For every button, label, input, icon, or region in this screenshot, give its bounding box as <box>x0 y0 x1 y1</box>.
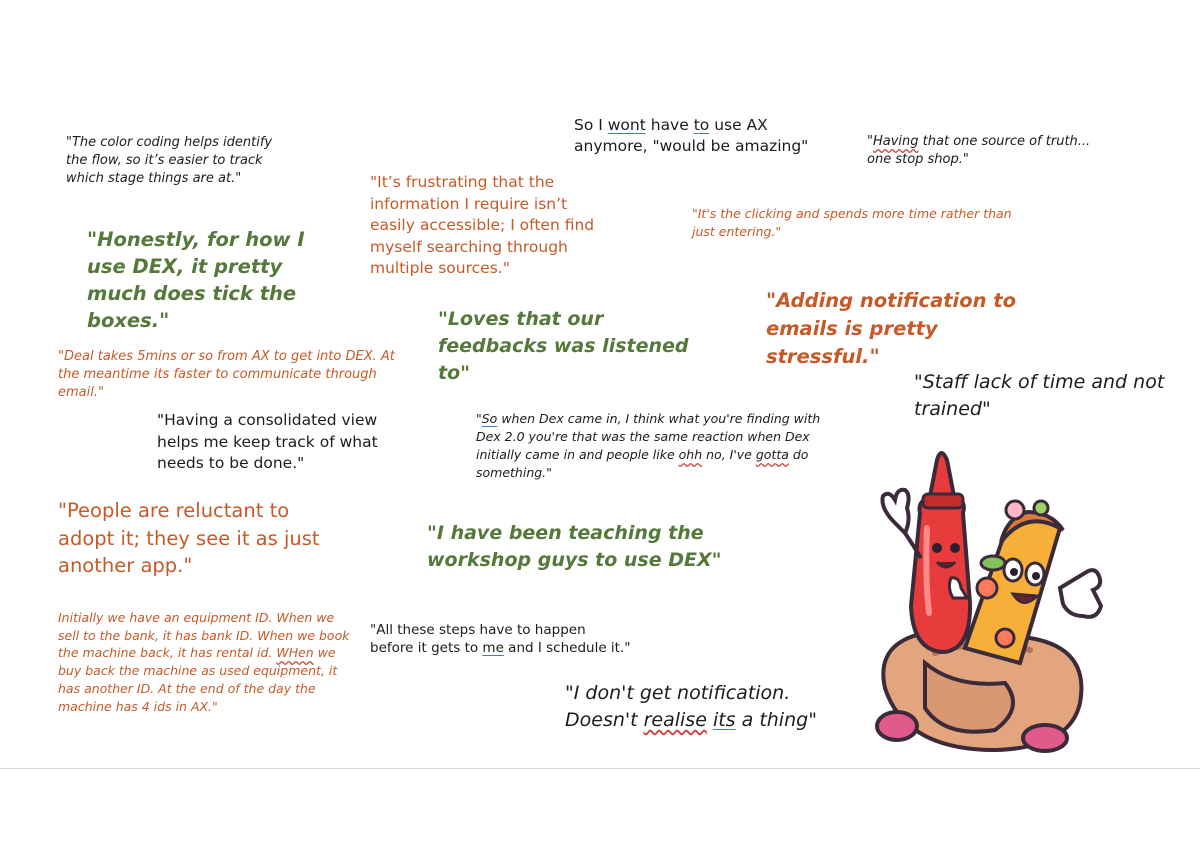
text-run: a thing" <box>735 709 817 731</box>
ketchup-pizza-mascot-icon <box>855 438 1115 763</box>
quote-people-reluctant: "People are reluctant to adopt it; they see it as just another app." <box>58 499 320 577</box>
quote-teaching-workshop: "I have been teaching the workshop guys to use DEX" <box>427 522 722 571</box>
quote-all-these-steps <box>370 621 632 657</box>
text-run: have <box>645 116 694 134</box>
quote-frustrating-information: "It’s frustrating that the information I require isn’t easily accessible; I often find myself searching through multiple sources." <box>370 173 595 277</box>
spellcheck-underline-when: WHen <box>276 645 314 661</box>
text-run: when Dex came in, I think what you're finding with Dex 2.0 you're that was the same reaction when Dex initially came in and people like <box>476 411 821 462</box>
quote-dex-came-in <box>476 410 848 482</box>
text-run: use AX anymore, "would be amazing" <box>574 116 809 155</box>
spellcheck-underline-its: its <box>712 709 736 731</box>
spellcheck-underline-realise: realise <box>643 709 707 731</box>
quote-dont-get-notification <box>565 680 825 734</box>
quote-wont-use-ax <box>574 115 844 157</box>
text-run: " <box>867 134 873 149</box>
quote-notification-stressful: "Adding notification to emails is pretty stressful." <box>766 289 1017 368</box>
quote-consolidated-view: "Having a consolidated view helps me keep track of what needs to be done." <box>157 411 378 472</box>
page-divider <box>0 768 1200 769</box>
text-run: So I <box>574 116 608 134</box>
quote-color-coding: "The color coding helps identify the flow, so it’s easier to track which stage things are at." <box>66 135 273 186</box>
text-run: and I schedule it." <box>503 640 631 656</box>
spellcheck-underline-so: So <box>481 411 498 426</box>
quote-one-source-of-truth <box>867 133 1117 169</box>
quote-feedbacks-listened: "Loves that our feedbacks was listened to" <box>438 308 689 384</box>
quote-honestly-dex: "Honestly, for how I use DEX, it pretty much does tick the boxes." <box>87 228 305 332</box>
spellcheck-underline-gotta: gotta <box>755 447 789 462</box>
spellcheck-underline-ohh: ohh <box>678 447 703 462</box>
spellcheck-underline-wont: wont <box>607 116 646 134</box>
text-run: we buy back the machine as used equipment, it has another ID. At the end of the day the machine has 4 ids in AX." <box>58 645 338 714</box>
spellcheck-underline-me: me <box>482 640 504 656</box>
text-run: Initially we have an equipment ID. When we sell to the bank, it has bank ID. When we book the machine back, it has rental id. <box>58 610 350 661</box>
text-run: "I don't get notification. Doesn't <box>565 682 791 731</box>
text-run: that one source of truth... one stop shop." <box>867 134 1091 167</box>
text-run: "All these steps have to happen before it gets to <box>370 622 586 656</box>
text-run: " <box>476 411 482 426</box>
quote-clicking: "It's the clicking and spends more time rather than just entering." <box>692 206 1012 239</box>
text-run: do something." <box>476 447 809 480</box>
quote-equipment-ids <box>58 609 353 715</box>
quote-staff-lack-of-time: "Staff lack of time and not trained" <box>914 371 1165 420</box>
spellcheck-underline-having: Having <box>872 134 919 149</box>
spellcheck-underline-to: to <box>693 116 710 134</box>
text-run: no, I've <box>702 447 756 462</box>
quote-deal-takes: "Deal takes 5mins or so from AX to get into DEX. At the meantime its faster to communicate through email." <box>58 349 395 400</box>
